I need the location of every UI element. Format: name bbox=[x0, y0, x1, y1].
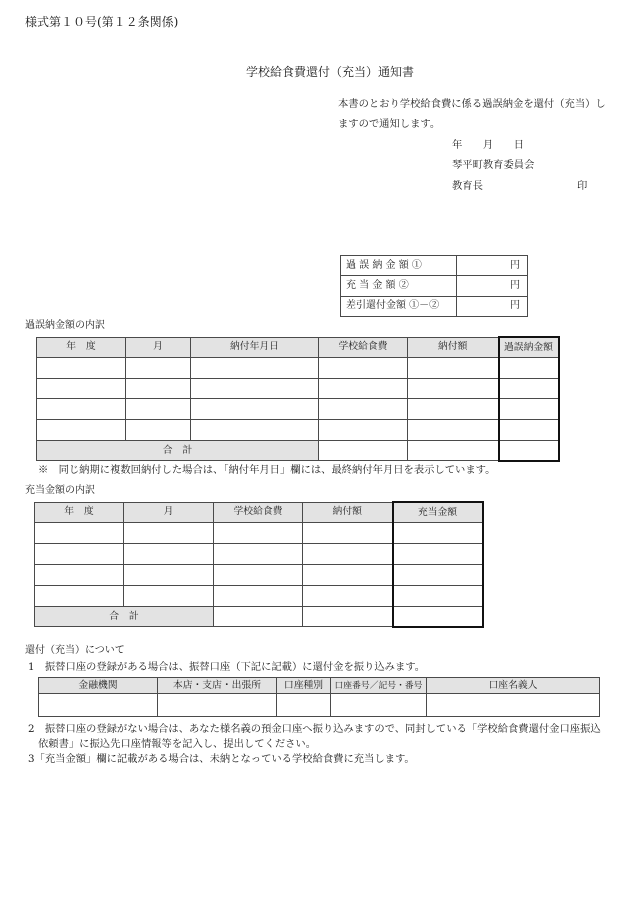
data-cell bbox=[277, 694, 331, 717]
document-title: 学校給食費還付（充当）通知書 bbox=[246, 65, 415, 79]
data-cell bbox=[35, 544, 124, 565]
column-header: 充当金額 bbox=[393, 502, 483, 523]
summary-label: 充 当 金 額 ② bbox=[341, 276, 457, 296]
data-cell bbox=[427, 694, 600, 717]
header-row bbox=[37, 337, 559, 358]
data-cell bbox=[124, 564, 214, 585]
data-cell bbox=[214, 544, 303, 565]
form-number: 様式第１０号(第１２条関係) bbox=[25, 15, 179, 29]
data-cell bbox=[408, 399, 499, 420]
total-row bbox=[37, 440, 559, 461]
summary-row bbox=[341, 276, 528, 296]
header-row bbox=[39, 678, 600, 694]
column-header: 納付年月日 bbox=[191, 337, 319, 358]
overpayment-breakdown-table bbox=[36, 336, 560, 462]
notice-date: 年 月 日 bbox=[452, 139, 525, 151]
total-label: 合 計 bbox=[37, 440, 319, 461]
data-cell bbox=[35, 523, 124, 544]
list-item: 3「充当金額」欄に記載がある場合は、未納となっている学校給食費に充当します。 bbox=[28, 753, 415, 765]
header-row bbox=[35, 502, 483, 523]
total-row bbox=[35, 606, 483, 627]
list-item: 1 振替口座の登録がある場合は、振替口座（下記に記載）に還付金を振り込みます。 bbox=[28, 661, 426, 673]
data-cell bbox=[191, 399, 319, 420]
table-row bbox=[37, 399, 559, 420]
total-label: 合 計 bbox=[35, 606, 214, 627]
signer-title: 教育長 bbox=[452, 180, 483, 192]
data-cell bbox=[158, 694, 277, 717]
summary-label: 差引還付金額 ①－② bbox=[341, 296, 457, 316]
data-cell bbox=[35, 585, 124, 606]
data-cell bbox=[393, 606, 483, 627]
data-cell bbox=[37, 399, 126, 420]
data-cell bbox=[126, 420, 191, 441]
column-header: 学校給食費 bbox=[319, 337, 408, 358]
seal-mark: 印 bbox=[577, 180, 588, 192]
table-row bbox=[35, 585, 483, 606]
data-cell bbox=[126, 378, 191, 399]
column-header: 口座種別 bbox=[277, 678, 331, 694]
data-cell bbox=[191, 420, 319, 441]
column-header: 学校給食費 bbox=[214, 502, 303, 523]
table-row bbox=[35, 544, 483, 565]
table-row bbox=[35, 564, 483, 585]
summary-row bbox=[341, 256, 528, 276]
data-cell bbox=[214, 523, 303, 544]
data-cell bbox=[37, 420, 126, 441]
table-row bbox=[37, 378, 559, 399]
data-cell bbox=[499, 358, 559, 379]
account-info-table bbox=[38, 677, 600, 717]
list-item-continuation: 依頼書」に振込先口座情報等を記入し、提出してください。 bbox=[38, 738, 317, 750]
column-header: 月 bbox=[124, 502, 214, 523]
notice-line: ますので通知します。 bbox=[338, 118, 441, 130]
summary-unit: 円 bbox=[457, 296, 528, 316]
column-header: 過誤納金額 bbox=[499, 337, 559, 358]
data-cell bbox=[214, 585, 303, 606]
data-cell bbox=[124, 523, 214, 544]
section-heading: 還付（充当）について bbox=[25, 645, 125, 656]
data-cell bbox=[499, 399, 559, 420]
data-cell bbox=[37, 358, 126, 379]
allocation-breakdown-table bbox=[34, 501, 484, 628]
data-cell bbox=[214, 564, 303, 585]
table-row bbox=[35, 523, 483, 544]
notice-line: 本書のとおり学校給食費に係る過誤納金を還付（充当）し bbox=[338, 98, 606, 110]
data-cell bbox=[303, 564, 393, 585]
data-cell bbox=[319, 358, 408, 379]
table-row bbox=[37, 420, 559, 441]
data-cell bbox=[303, 606, 393, 627]
list-item: 2 振替口座の登録がない場合は、あなた様名義の預金口座へ振り込みますので、同封している「学校給食費還付金口座振込 bbox=[28, 723, 601, 735]
section-heading: 過誤納金額の内訳 bbox=[25, 320, 105, 331]
data-cell bbox=[319, 378, 408, 399]
issuer-name: 琴平町教育委員会 bbox=[452, 159, 535, 171]
data-cell bbox=[214, 606, 303, 627]
data-cell bbox=[124, 544, 214, 565]
data-cell bbox=[126, 358, 191, 379]
data-cell bbox=[303, 585, 393, 606]
data-cell bbox=[408, 440, 499, 461]
summary-table bbox=[340, 255, 528, 317]
data-cell bbox=[499, 420, 559, 441]
summary-unit: 円 bbox=[457, 256, 528, 276]
column-header: 納付額 bbox=[408, 337, 499, 358]
data-cell bbox=[124, 585, 214, 606]
data-cell bbox=[408, 420, 499, 441]
data-cell bbox=[191, 378, 319, 399]
column-header: 金融機関 bbox=[39, 678, 158, 694]
section-heading: 充当金額の内訳 bbox=[25, 485, 95, 496]
data-cell bbox=[408, 378, 499, 399]
footnote: ※ 同じ納期に複数回納付した場合は、「納付年月日」欄には、最終納付年月日を表示しています。 bbox=[38, 464, 496, 476]
table-row bbox=[39, 694, 600, 717]
summary-row bbox=[341, 296, 528, 316]
data-cell bbox=[393, 585, 483, 606]
column-header: 納付額 bbox=[303, 502, 393, 523]
column-header: 本店・支店・出張所 bbox=[158, 678, 277, 694]
data-cell bbox=[319, 399, 408, 420]
data-cell bbox=[39, 694, 158, 717]
data-cell bbox=[408, 358, 499, 379]
column-header: 年 度 bbox=[37, 337, 126, 358]
column-header: 年 度 bbox=[35, 502, 124, 523]
data-cell bbox=[126, 399, 191, 420]
column-header: 口座名義人 bbox=[427, 678, 600, 694]
data-cell bbox=[191, 358, 319, 379]
summary-unit: 円 bbox=[457, 276, 528, 296]
summary-label: 過 誤 納 金 額 ① bbox=[341, 256, 457, 276]
column-header: 月 bbox=[126, 337, 191, 358]
data-cell bbox=[331, 694, 427, 717]
data-cell bbox=[393, 564, 483, 585]
data-cell bbox=[303, 544, 393, 565]
data-cell bbox=[319, 420, 408, 441]
data-cell bbox=[35, 564, 124, 585]
data-cell bbox=[37, 378, 126, 399]
data-cell bbox=[393, 523, 483, 544]
table-row bbox=[37, 358, 559, 379]
data-cell bbox=[393, 544, 483, 565]
data-cell bbox=[319, 440, 408, 461]
data-cell bbox=[499, 440, 559, 461]
data-cell bbox=[499, 378, 559, 399]
column-header: 口座番号／記号・番号 bbox=[331, 678, 427, 694]
data-cell bbox=[303, 523, 393, 544]
